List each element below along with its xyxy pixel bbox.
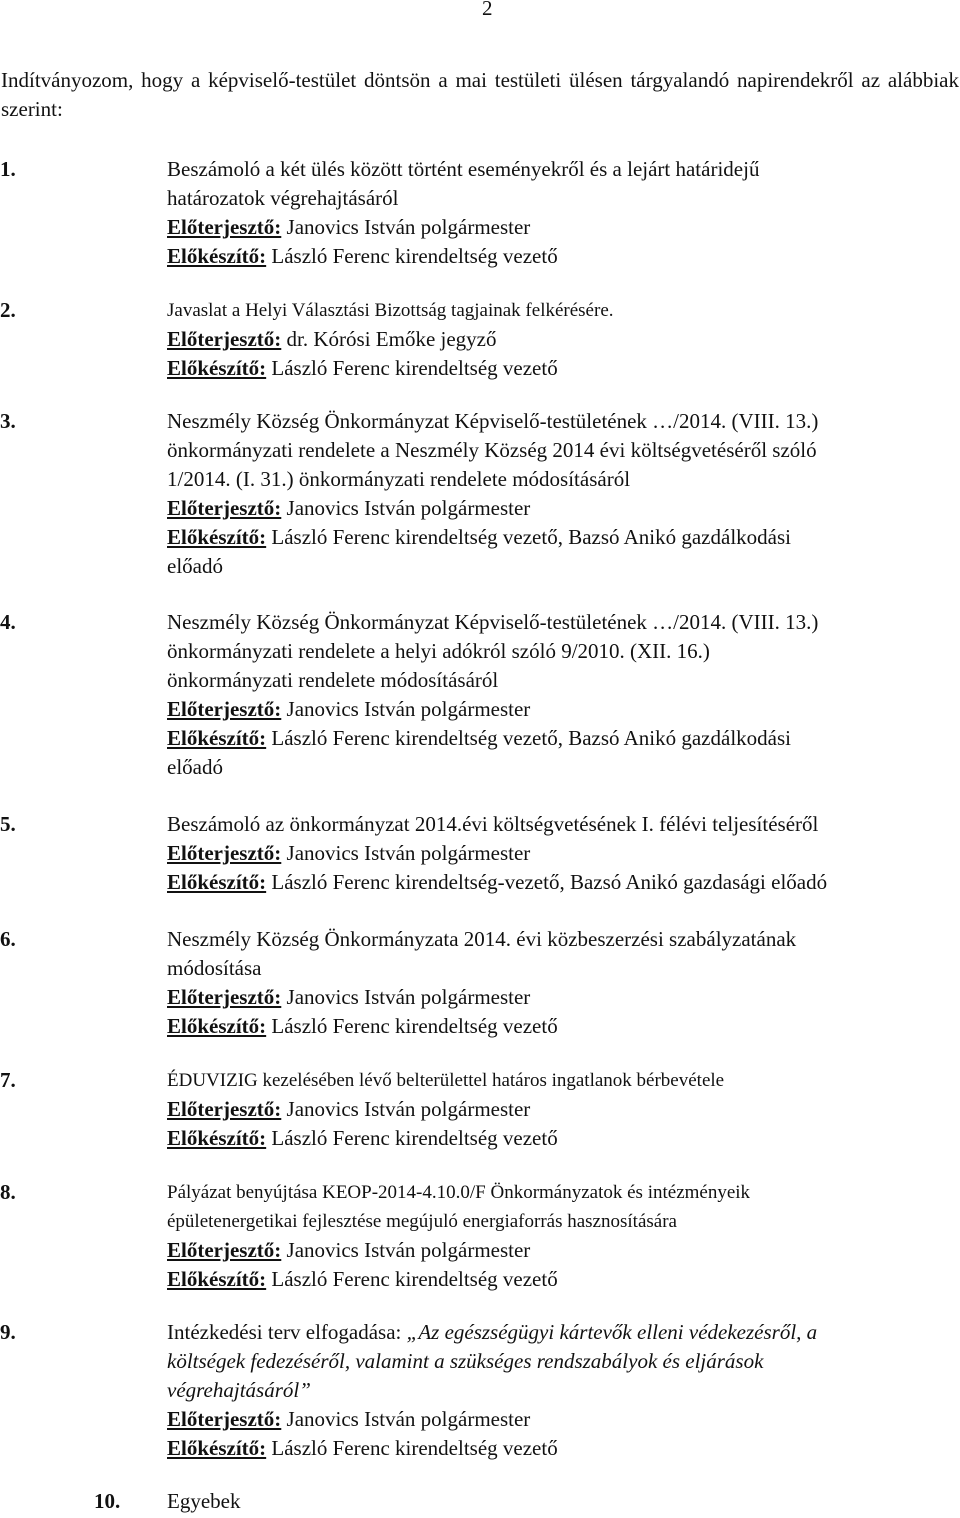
presenter-name: Janovics István polgármester xyxy=(286,1238,531,1262)
preparer-label: Előkészítő: xyxy=(167,1436,267,1460)
presenter-label: Előterjesztő: xyxy=(167,1407,282,1431)
presenter-label: Előterjesztő: xyxy=(167,327,282,351)
preparer-label: Előkészítő: xyxy=(167,1014,267,1038)
presenter-label: Előterjesztő: xyxy=(167,697,282,721)
preparer-label: Előkészítő: xyxy=(167,244,267,268)
item-number: 8. xyxy=(0,1180,16,1204)
item-title-prefix: Intézkedési terv elfogadása: xyxy=(167,1320,407,1344)
preparer-name: László Ferenc kirendeltség vezető xyxy=(271,356,558,380)
item-number: 1. xyxy=(0,157,16,181)
preparer-name: László Ferenc kirendeltség vezető xyxy=(271,1267,558,1291)
presenter-label: Előterjesztő: xyxy=(167,1097,282,1121)
presenter-name: Janovics István polgármester xyxy=(286,496,531,520)
presenter-name: Janovics István polgármester xyxy=(286,697,531,721)
preparer-name: László Ferenc kirendeltség vezető xyxy=(271,1126,558,1150)
item-title-line: Neszmély Község Önkormányzat Képviselő-testületének …/2014. (VIII. 13.) xyxy=(167,610,819,634)
preparer-name-continued: előadó xyxy=(167,755,223,779)
item-title-line: Neszmély Község Önkormányzat Képviselő-testületének …/2014. (VIII. 13.) xyxy=(167,409,819,433)
preparer-name: László Ferenc kirendeltség vezető xyxy=(271,244,558,268)
item-number: 7. xyxy=(0,1068,16,1092)
preparer-label: Előkészítő: xyxy=(167,726,267,750)
presenter-name: Janovics István polgármester xyxy=(286,1407,531,1431)
item-number: 5. xyxy=(0,812,16,836)
preparer-name-continued: előadó xyxy=(167,554,223,578)
intro-paragraph: Indítványozom, hogy a képviselő-testület döntsön a mai testületi ülésen tárgyalandó napirendekről az alábbiak szerint: xyxy=(1,68,959,121)
presenter-label: Előterjesztő: xyxy=(167,985,282,1009)
item-title-italic: „Az egészségügyi kártevők elleni védekezésről, a xyxy=(406,1320,818,1344)
preparer-name: László Ferenc kirendeltség-vezető, Bazsó Anikó gazdasági előadó xyxy=(271,870,828,894)
presenter-label: Előterjesztő: xyxy=(167,496,282,520)
item-title-line: módosítása xyxy=(167,956,262,980)
item-number: 6. xyxy=(0,927,16,951)
preparer-label: Előkészítő: xyxy=(167,356,267,380)
presenter-name: Janovics István polgármester xyxy=(286,215,531,239)
item-title-line: Neszmély Község Önkormányzata 2014. évi közbeszerzési szabályzatának xyxy=(167,927,797,951)
preparer-name: László Ferenc kirendeltség vezető xyxy=(271,1436,558,1460)
item-title-line: Egyebek xyxy=(167,1489,241,1513)
item-title-line: Javaslat a Helyi Választási Bizottság tagjainak felkérésére. xyxy=(167,300,614,321)
preparer-label: Előkészítő: xyxy=(167,870,267,894)
presenter-label: Előterjesztő: xyxy=(167,215,282,239)
presenter-name: Janovics István polgármester xyxy=(286,985,531,1009)
item-title-italic: végrehajtásáról” xyxy=(167,1378,311,1402)
item-title-line: önkormányzati rendelete a Neszmély Község 2014 évi költségvetéséről szóló xyxy=(167,438,817,462)
item-title-line: 1/2014. (I. 31.) önkormányzati rendelete módosításáról xyxy=(167,467,631,491)
item-title-line: épületenergetikai fejlesztése megújuló energiaforrás hasznosítására xyxy=(167,1211,677,1232)
item-title-line: Pályázat benyújtása KEOP-2014-4.10.0/F Önkormányzatok és intézményeik xyxy=(167,1182,751,1203)
item-title-italic: költségek fedezéséről, valamint a szükséges rendszabályok és eljárások xyxy=(167,1349,764,1373)
presenter-label: Előterjesztő: xyxy=(167,1238,282,1262)
item-number: 4. xyxy=(0,610,16,634)
item-title-line: Beszámoló a két ülés között történt eseményekről és a lejárt határidejű xyxy=(167,157,760,181)
presenter-name: dr. Kórósi Emőke jegyző xyxy=(286,327,497,351)
item-title-line: határozatok végrehajtásáról xyxy=(167,186,399,210)
item-title-line: önkormányzati rendelete módosításáról xyxy=(167,668,499,692)
item-number: 3. xyxy=(0,409,16,433)
presenter-name: Janovics István polgármester xyxy=(286,1097,531,1121)
preparer-label: Előkészítő: xyxy=(167,525,267,549)
preparer-name: László Ferenc kirendeltség vezető, Bazsó Anikó gazdálkodási xyxy=(271,726,791,750)
presenter-label: Előterjesztő: xyxy=(167,841,282,865)
item-title-line: önkormányzati rendelete a helyi adókról szóló 9/2010. (XII. 16.) xyxy=(167,639,710,663)
page-number: 2 xyxy=(482,0,493,20)
preparer-name: László Ferenc kirendeltség vezető, Bazsó Anikó gazdálkodási xyxy=(271,525,791,549)
item-title-line: ÉDUVIZIG kezelésében lévő belterülettel határos ingatlanok bérbevétele xyxy=(167,1070,725,1091)
item-title-line: Beszámoló az önkormányzat 2014.évi költségvetésének I. félévi teljesítéséről xyxy=(167,812,819,836)
preparer-label: Előkészítő: xyxy=(167,1126,267,1150)
item-number: 10. xyxy=(94,1489,121,1513)
item-number: 2. xyxy=(0,298,16,322)
item-number: 9. xyxy=(0,1320,16,1344)
preparer-name: László Ferenc kirendeltség vezető xyxy=(271,1014,558,1038)
preparer-label: Előkészítő: xyxy=(167,1267,267,1291)
presenter-name: Janovics István polgármester xyxy=(286,841,531,865)
